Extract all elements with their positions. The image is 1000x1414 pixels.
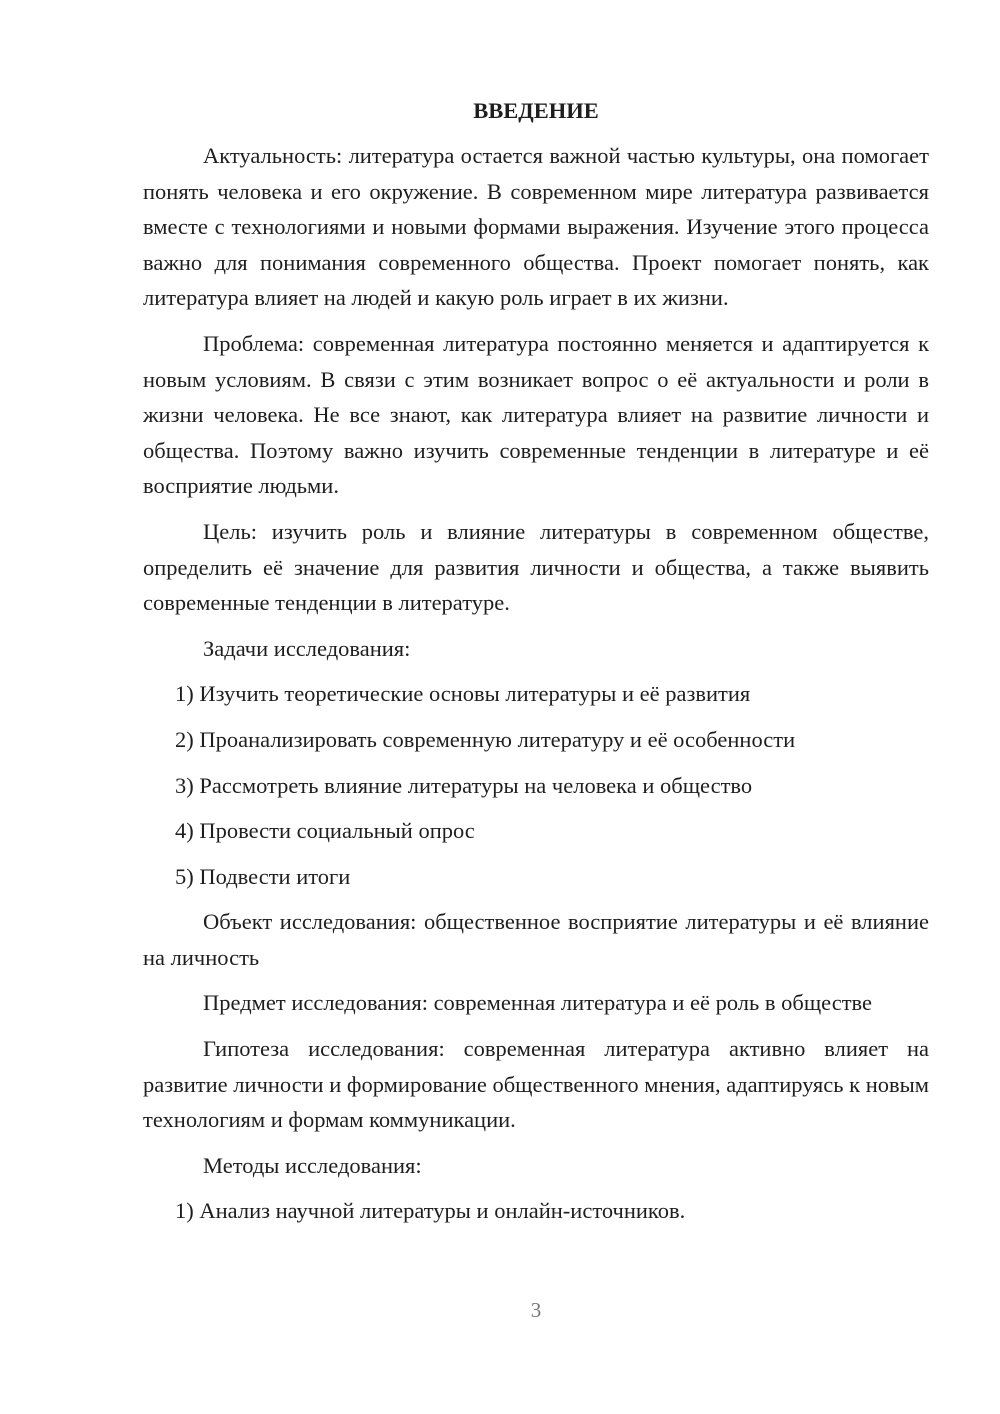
task-item: 3) Рассмотреть влияние литературы на человека и общество [175,772,753,798]
task-item: 1) Изучить теоретические основы литературы и её развития [175,681,751,707]
hypothesis-paragraph: Гипотеза исследования: современная литература активно влияет на развитие личности и формирование общественного мнения, адаптируясь к новым технологиям и формам коммуникации. [143,1036,929,1133]
object-paragraph: Объект исследования: общественное восприятие литературы и её влияние на личность [143,909,929,970]
task-item: 5) Подвести итоги [175,863,351,889]
task-item: 2) Проанализировать современную литературу и её особенности [175,726,796,752]
subject-paragraph: Предмет исследования: современная литература и её роль в обществе [203,990,873,1016]
tasks-title: Задачи исследования: [203,635,411,661]
task-item: 4) Провести социальный опрос [175,818,475,844]
page-content [143,94,929,1239]
relevance-paragraph: Актуальность: литература остается важной частью культуры, она помогает понять человека и его окружение. В современном мире литература развивается вместе с технологиями и новыми формами выражения. Изучение этого процесса важно для понимания современного общества. Проект помогает понять, как литература влияет на людей и какую роль играет в их жизни. [143,143,929,311]
method-item: 1) Анализ научной литературы и онлайн-источников. [175,1198,686,1224]
problem-paragraph: Проблема: современная литература постоянно меняется и адаптируется к новым условиям. В связи с этим возникает вопрос о её актуальности и роли в жизни человека. Не все знают, как литература влияет на развитие личности и общества. Поэтому важно изучить современные тенденции в литературе и её восприятие людьми. [143,330,929,499]
goal-paragraph: Цель: изучить роль и влияние литературы в современном обществе, определить её значение для развития личности и общества, а также выявить современные тенденции в литературе. [143,518,929,616]
methods-title: Методы исследования: [203,1152,422,1178]
section-heading: ВВЕДЕНИЕ [473,98,599,123]
page-number: 3 [530,1298,542,1322]
